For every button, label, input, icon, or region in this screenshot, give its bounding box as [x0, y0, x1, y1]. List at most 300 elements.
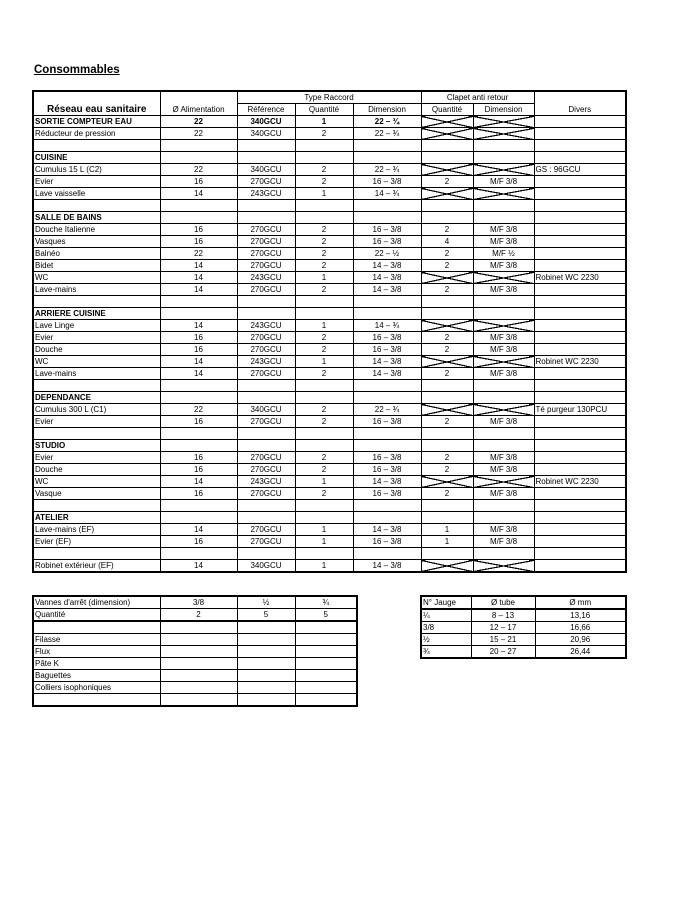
gauge-cell: 20 – 27	[471, 646, 535, 659]
crossed-cell	[421, 320, 473, 332]
empty-cell	[33, 548, 160, 560]
row-name: Evier	[33, 332, 160, 344]
row-name: Evier	[33, 452, 160, 464]
row-clapet-dimension	[473, 512, 534, 524]
row-alimentation: 16	[160, 344, 237, 356]
empty-cell	[534, 380, 626, 392]
crossed-cell	[421, 356, 473, 368]
row-quantite: 2	[295, 176, 353, 188]
row-reference: 270GCU	[237, 344, 295, 356]
row-name: ATELIER	[33, 512, 160, 524]
row-quantite: 2	[295, 488, 353, 500]
row-clapet-quantite	[421, 152, 473, 164]
row-clapet-quantite: 4	[421, 236, 473, 248]
empty-cell	[237, 140, 295, 152]
crossed-cell	[421, 272, 473, 284]
row-reference: 270GCU	[237, 524, 295, 536]
row-reference	[237, 392, 295, 404]
row-dimension: 14 – 3/8	[353, 476, 421, 488]
row-name: ARRIERE CUISINE	[33, 308, 160, 320]
empty-cell	[33, 296, 160, 308]
supply-item: Flux	[33, 646, 160, 658]
row-divers	[534, 368, 626, 380]
row-quantite: 2	[295, 224, 353, 236]
row-clapet-dimension: M/F ½	[473, 248, 534, 260]
row-reference: 340GCU	[237, 164, 295, 176]
gauge-header: Ø tube	[471, 596, 535, 609]
row-dimension: 16 – 3/8	[353, 176, 421, 188]
row-reference: 243GCU	[237, 272, 295, 284]
row-clapet-dimension	[473, 440, 534, 452]
row-clapet-quantite	[421, 392, 473, 404]
row-divers	[534, 524, 626, 536]
table-row	[33, 476, 626, 488]
row-dimension	[353, 392, 421, 404]
row-quantite	[295, 440, 353, 452]
empty-cell	[421, 380, 473, 392]
row-reference	[237, 308, 295, 320]
row-alimentation: 14	[160, 476, 237, 488]
table-row	[33, 464, 626, 476]
row-alimentation: 22	[160, 248, 237, 260]
gauge-header: N° Jauge	[421, 596, 471, 609]
row-clapet-quantite: 2	[421, 368, 473, 380]
row-reference: 243GCU	[237, 188, 295, 200]
empty-cell	[421, 296, 473, 308]
crossed-cell	[473, 116, 534, 128]
table-row	[33, 224, 626, 236]
row-quantite: 2	[295, 368, 353, 380]
row-reference: 243GCU	[237, 356, 295, 368]
gauge-header: Ø mm	[535, 596, 626, 609]
row-divers	[534, 308, 626, 320]
row-reference: 340GCU	[237, 404, 295, 416]
empty-cell	[160, 500, 237, 512]
row-dimension: 14 – 3/8	[353, 272, 421, 284]
row-dimension: 14 – 3/8	[353, 560, 421, 573]
empty-cell	[160, 140, 237, 152]
row-quantite	[295, 212, 353, 224]
row-quantite: 2	[295, 464, 353, 476]
crossed-cell	[473, 320, 534, 332]
row-quantite: 1	[295, 560, 353, 573]
row-divers	[534, 128, 626, 140]
row-reference: 270GCU	[237, 452, 295, 464]
row-quantite: 1	[295, 188, 353, 200]
empty-cell	[160, 380, 237, 392]
row-alimentation: 14	[160, 260, 237, 272]
empty-cell	[295, 140, 353, 152]
row-reference: 340GCU	[237, 116, 295, 128]
row-reference: 270GCU	[237, 236, 295, 248]
row-divers	[534, 320, 626, 332]
table-row	[33, 272, 626, 284]
section-row	[33, 440, 626, 452]
gauge-cell: 26,44	[535, 646, 626, 659]
gauge-cell: 8 – 13	[471, 609, 535, 622]
row-alimentation: 14	[160, 272, 237, 284]
row-dimension: 16 – 3/8	[353, 224, 421, 236]
header-type-raccord: Type Raccord	[237, 91, 421, 104]
empty-cell	[473, 380, 534, 392]
row-divers: Robinet WC 2230	[534, 356, 626, 368]
row-quantite	[295, 512, 353, 524]
row-divers	[534, 260, 626, 272]
crossed-cell	[473, 356, 534, 368]
section-row	[33, 512, 626, 524]
row-alimentation	[160, 212, 237, 224]
row-clapet-dimension: M/F 3/8	[473, 176, 534, 188]
row-dimension: 16 – 3/8	[353, 452, 421, 464]
row-clapet-quantite	[421, 308, 473, 320]
row-divers	[534, 116, 626, 128]
empty-cell	[473, 500, 534, 512]
row-clapet-quantite: 2	[421, 332, 473, 344]
row-name: SALLE DE BAINS	[33, 212, 160, 224]
header-reseau: Réseau eau sanitaire	[33, 91, 160, 116]
row-reference: 270GCU	[237, 224, 295, 236]
row-name: Cumulus 300 L (C1)	[33, 404, 160, 416]
empty-cell	[160, 548, 237, 560]
gauge-cell: 13,16	[535, 609, 626, 622]
empty-cell	[421, 428, 473, 440]
row-divers	[534, 452, 626, 464]
row-clapet-dimension: M/F 3/8	[473, 416, 534, 428]
row-divers	[534, 344, 626, 356]
row-quantite: 1	[295, 320, 353, 332]
row-alimentation: 16	[160, 236, 237, 248]
row-alimentation	[160, 392, 237, 404]
row-name: Robinet extérieur (EF)	[33, 560, 160, 573]
empty-cell	[473, 548, 534, 560]
valve-qty: 5	[237, 609, 295, 622]
page-title: Consommables	[34, 64, 120, 76]
row-name: DEPENDANCE	[33, 392, 160, 404]
gauge-cell: 15 – 21	[471, 634, 535, 646]
row-divers	[534, 440, 626, 452]
row-alimentation: 22	[160, 128, 237, 140]
row-quantite	[295, 392, 353, 404]
row-clapet-quantite	[421, 440, 473, 452]
empty-cell	[237, 548, 295, 560]
row-clapet-quantite: 2	[421, 260, 473, 272]
row-name: Evier (EF)	[33, 536, 160, 548]
row-name: Evier	[33, 176, 160, 188]
valve-size: ½	[237, 596, 295, 609]
empty-cell	[295, 296, 353, 308]
empty-cell	[295, 548, 353, 560]
gauge-cell: 20,96	[535, 634, 626, 646]
row-dimension	[353, 440, 421, 452]
valve-qty: 5	[295, 609, 357, 622]
supply-item: Colliers isophoniques	[33, 682, 160, 694]
row-name: Balnéo	[33, 248, 160, 260]
empty-cell	[473, 296, 534, 308]
empty-cell	[353, 200, 421, 212]
row-clapet-quantite: 2	[421, 488, 473, 500]
row-clapet-dimension: M/F 3/8	[473, 452, 534, 464]
row-quantite: 2	[295, 236, 353, 248]
row-clapet-dimension	[473, 392, 534, 404]
supply-item: Pâte K	[33, 658, 160, 670]
row-clapet-dimension: M/F 3/8	[473, 524, 534, 536]
row-divers	[534, 416, 626, 428]
row-dimension	[353, 308, 421, 320]
section-row	[33, 116, 626, 128]
row-reference: 270GCU	[237, 464, 295, 476]
row-clapet-dimension: M/F 3/8	[473, 224, 534, 236]
blank-row	[33, 296, 626, 308]
blank-row	[33, 500, 626, 512]
table-row	[33, 176, 626, 188]
table-row	[33, 404, 626, 416]
row-alimentation: 22	[160, 116, 237, 128]
row-reference: 270GCU	[237, 176, 295, 188]
row-quantite: 2	[295, 164, 353, 176]
gauge-table	[420, 595, 627, 659]
valves-label: Vannes d'arrêt (dimension)	[33, 596, 160, 609]
row-quantite: 2	[295, 128, 353, 140]
row-clapet-quantite: 1	[421, 536, 473, 548]
row-dimension: 14 – 3/8	[353, 368, 421, 380]
empty-cell	[237, 428, 295, 440]
row-alimentation	[160, 440, 237, 452]
crossed-cell	[473, 560, 534, 573]
row-name: Vasque	[33, 488, 160, 500]
row-reference: 340GCU	[237, 128, 295, 140]
section-row	[33, 392, 626, 404]
table-row	[33, 320, 626, 332]
row-dimension: 22 – ¾	[353, 116, 421, 128]
row-alimentation: 14	[160, 284, 237, 296]
row-alimentation	[160, 152, 237, 164]
table-row	[33, 284, 626, 296]
row-reference: 243GCU	[237, 320, 295, 332]
empty-cell	[295, 500, 353, 512]
gauge-cell: 3/8	[421, 622, 471, 634]
row-reference	[237, 512, 295, 524]
row-divers	[534, 536, 626, 548]
row-quantite: 2	[295, 404, 353, 416]
header-clapet: Clapet anti retour	[421, 91, 534, 104]
row-divers: Robinet WC 2230	[534, 476, 626, 488]
row-clapet-quantite: 2	[421, 284, 473, 296]
gauge-cell: 12 – 17	[471, 622, 535, 634]
blank-row	[33, 140, 626, 152]
row-divers: Té purgeur 130PCU	[534, 404, 626, 416]
row-name: SORTIE COMPTEUR EAU	[33, 116, 160, 128]
blank-row	[33, 428, 626, 440]
gauge-cell: ½	[421, 634, 471, 646]
table-row	[33, 332, 626, 344]
row-alimentation: 14	[160, 320, 237, 332]
empty-cell	[534, 200, 626, 212]
row-dimension: 14 – ¾	[353, 320, 421, 332]
table-row	[33, 128, 626, 140]
empty-cell	[353, 428, 421, 440]
empty-cell	[421, 140, 473, 152]
row-clapet-quantite: 2	[421, 344, 473, 356]
row-alimentation: 14	[160, 368, 237, 380]
row-alimentation: 16	[160, 464, 237, 476]
empty-cell	[421, 548, 473, 560]
row-alimentation: 22	[160, 404, 237, 416]
row-dimension: 16 – 3/8	[353, 344, 421, 356]
row-dimension: 16 – 3/8	[353, 332, 421, 344]
row-dimension: 16 – 3/8	[353, 236, 421, 248]
row-reference: 270GCU	[237, 284, 295, 296]
row-clapet-dimension	[473, 152, 534, 164]
row-dimension: 16 – 3/8	[353, 416, 421, 428]
row-name: Evier	[33, 416, 160, 428]
crossed-cell	[421, 188, 473, 200]
row-alimentation: 14	[160, 524, 237, 536]
row-dimension: 14 – 3/8	[353, 524, 421, 536]
row-name: Douche	[33, 464, 160, 476]
row-dimension: 14 – ¾	[353, 188, 421, 200]
table-row	[33, 368, 626, 380]
crossed-cell	[421, 560, 473, 573]
row-clapet-dimension	[473, 212, 534, 224]
row-dimension	[353, 512, 421, 524]
row-clapet-quantite: 2	[421, 248, 473, 260]
row-dimension: 14 – 3/8	[353, 356, 421, 368]
consumables-table	[32, 90, 627, 573]
table-row	[33, 188, 626, 200]
row-quantite: 1	[295, 524, 353, 536]
crossed-cell	[473, 188, 534, 200]
empty-cell	[237, 380, 295, 392]
section-row	[33, 212, 626, 224]
row-divers	[534, 488, 626, 500]
empty-cell	[473, 200, 534, 212]
empty-cell	[353, 380, 421, 392]
blank-row	[33, 548, 626, 560]
row-dimension: 16 – 3/8	[353, 488, 421, 500]
crossed-cell	[473, 128, 534, 140]
empty-cell	[33, 380, 160, 392]
table-row	[33, 164, 626, 176]
crossed-cell	[421, 128, 473, 140]
row-name: Lave vaisselle	[33, 188, 160, 200]
empty-cell	[534, 428, 626, 440]
row-alimentation	[160, 512, 237, 524]
row-clapet-quantite: 1	[421, 524, 473, 536]
row-quantite: 1	[295, 536, 353, 548]
table-row	[33, 248, 626, 260]
row-reference: 270GCU	[237, 536, 295, 548]
row-clapet-quantite: 2	[421, 452, 473, 464]
row-reference: 340GCU	[237, 560, 295, 573]
row-name: Cumulus 15 L (C2)	[33, 164, 160, 176]
row-divers	[534, 212, 626, 224]
row-alimentation: 22	[160, 164, 237, 176]
row-name: CUISINE	[33, 152, 160, 164]
row-dimension: 16 – 3/8	[353, 464, 421, 476]
row-reference	[237, 440, 295, 452]
row-clapet-dimension: M/F 3/8	[473, 344, 534, 356]
empty-cell	[237, 296, 295, 308]
valve-size: ¾	[295, 596, 357, 609]
row-name: STUDIO	[33, 440, 160, 452]
row-clapet-dimension: M/F 3/8	[473, 284, 534, 296]
gauge-cell: ¼	[421, 609, 471, 622]
row-divers	[534, 236, 626, 248]
row-name: Réducteur de pression	[33, 128, 160, 140]
table-row	[33, 560, 626, 573]
row-divers	[534, 176, 626, 188]
empty-cell	[473, 428, 534, 440]
row-dimension: 22 – ¾	[353, 164, 421, 176]
row-quantite: 1	[295, 272, 353, 284]
row-name: WC	[33, 356, 160, 368]
row-clapet-quantite: 2	[421, 176, 473, 188]
supply-item: Baguettes	[33, 670, 160, 682]
valves-qty-label: Quantité	[33, 609, 160, 622]
gauge-cell: 16,66	[535, 622, 626, 634]
table-row	[33, 236, 626, 248]
empty-cell	[295, 428, 353, 440]
empty-cell	[33, 428, 160, 440]
row-reference: 270GCU	[237, 488, 295, 500]
section-row	[33, 308, 626, 320]
row-dimension: 22 – ½	[353, 248, 421, 260]
empty-cell	[421, 500, 473, 512]
row-divers	[534, 392, 626, 404]
row-clapet-dimension: M/F 3/8	[473, 236, 534, 248]
blank-row	[33, 380, 626, 392]
row-dimension: 22 – ¾	[353, 128, 421, 140]
row-alimentation: 16	[160, 488, 237, 500]
table-row	[33, 356, 626, 368]
row-clapet-quantite: 2	[421, 416, 473, 428]
row-alimentation: 16	[160, 332, 237, 344]
crossed-cell	[421, 476, 473, 488]
table-row	[33, 524, 626, 536]
row-quantite: 1	[295, 476, 353, 488]
row-reference: 270GCU	[237, 332, 295, 344]
row-clapet-dimension: M/F 3/8	[473, 536, 534, 548]
crossed-cell	[473, 404, 534, 416]
table-row	[33, 452, 626, 464]
section-row	[33, 152, 626, 164]
empty-cell	[353, 296, 421, 308]
crossed-cell	[473, 272, 534, 284]
row-alimentation: 16	[160, 416, 237, 428]
crossed-cell	[421, 404, 473, 416]
row-clapet-quantite	[421, 512, 473, 524]
row-clapet-quantite	[421, 212, 473, 224]
row-quantite	[295, 152, 353, 164]
empty-cell	[33, 140, 160, 152]
row-reference: 270GCU	[237, 248, 295, 260]
row-clapet-quantite: 2	[421, 464, 473, 476]
row-quantite: 2	[295, 452, 353, 464]
table-row	[33, 416, 626, 428]
valves-table	[32, 595, 358, 707]
empty-cell	[33, 500, 160, 512]
row-dimension: 14 – 3/8	[353, 260, 421, 272]
row-name: Douche	[33, 344, 160, 356]
empty-cell	[473, 140, 534, 152]
row-divers	[534, 560, 626, 573]
row-clapet-dimension: M/F 3/8	[473, 368, 534, 380]
row-quantite	[295, 308, 353, 320]
row-clapet-dimension: M/F 3/8	[473, 260, 534, 272]
table-row	[33, 536, 626, 548]
row-quantite: 1	[295, 116, 353, 128]
row-name: Lave-mains (EF)	[33, 524, 160, 536]
